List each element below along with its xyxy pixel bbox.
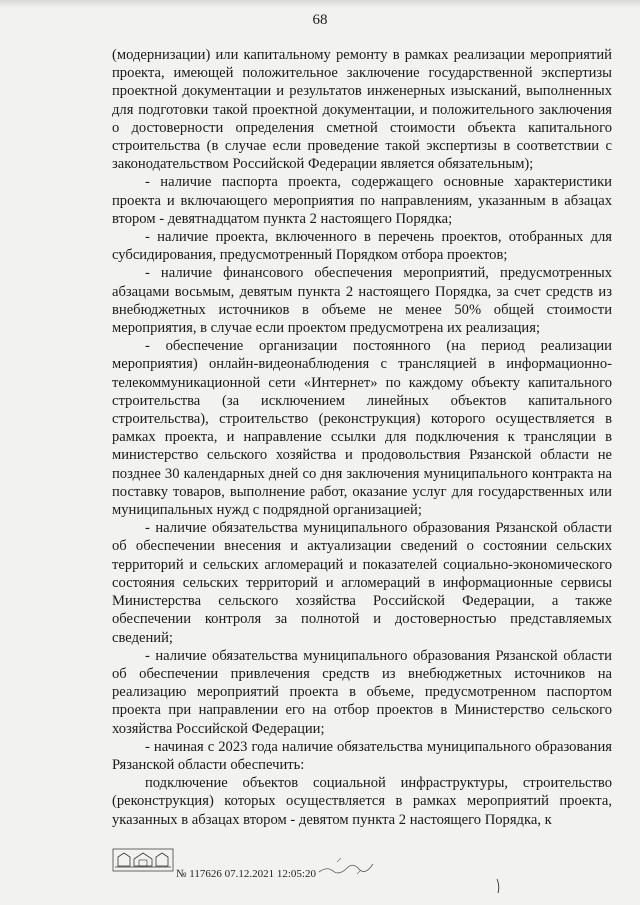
- registry-stamp-icon: [112, 848, 174, 876]
- document-footer: [112, 848, 532, 888]
- paragraph: - начиная с 2023 года наличие обязательства муниципального образования Рязанской области обеспечить:: [112, 738, 612, 773]
- paragraph: - обеспечение организации постоянного (на период реализации мероприятия) онлайн-видеонаблюдения с трансляцией в информационно-телекоммуникационной сети «Интернет» по каждому объекту капитального строительства (за исключением линейных объектов капитального строительства), строительство (реконструкция) которого осуществляется в рамках проекта, и направление ссылки для подключения к трансляции в министерство сельского хозяйства и продовольствия Рязанской области не позднее 30 календарных дней со дня заключения муниципального контракта на поставку товаров, выполнение работ, оказание услуг для государственных или муниципальных нужд с подрядной организацией;: [112, 338, 612, 519]
- scan-edge: [0, 0, 640, 8]
- paragraph: - наличие проекта, включенного в перечень проектов, отобранных для субсидирования, предусмотренный Порядком отбора проектов;: [112, 229, 612, 264]
- paragraph: - наличие паспорта проекта, содержащего основные характеристики проекта и включающего мероприятия по направлениям, указанным в абзацах втором - девятнадцатом пункта 2 настоящего Порядка;: [112, 174, 612, 227]
- document-body: [112, 46, 612, 829]
- pen-mark-icon: [495, 878, 505, 894]
- paragraph: подключение объектов социальной инфраструктуры, строительство (реконструкция) которых осуществляется в рамках мероприятий проекта, указанных в абзацах втором - девятом пункта 2 настоящего Порядка, к: [112, 775, 612, 828]
- paragraph: - наличие обязательства муниципального образования Рязанской области об обеспечении внесения и актуализации сведений о состоянии сельских территорий и сельских агломераций и показателей социально-экономического состояния сельских территорий и агломераций в информационные сервисы Министерства сельского хозяйства Российской Федерации, а также обеспечении контроля за полнотой и достоверностью представляемых сведений;: [112, 520, 612, 646]
- paragraph: - наличие финансового обеспечения мероприятий, предусмотренных абзацами восьмым, девятым пункта 2 настоящего Порядка, за счет средств из внебюджетных источников в объеме не менее 50% общей стоимости мероприятия, в случае если проектом предусмотрена их реализация;: [112, 265, 612, 337]
- handwritten-mark-icon: [317, 856, 377, 878]
- registration-mark: № 117626 07.12.2021 12:05:20: [176, 868, 316, 880]
- paragraph: (модернизации) или капитальному ремонту в рамках реализации мероприятий проекта, имеющей положительное заключение государственной экспертизы проектной документации и результатов инженерных изысканий, выполненных для подготовки такой проектной документации, и положительного заключения о достоверности определения сметной стоимости объекта капитального строительства (в случае если проведение такой экспертизы в соответствии с законодательством Российской Федерации является обязательным);: [112, 47, 612, 173]
- paragraph: - наличие обязательства муниципального образования Рязанской области об обеспечении привлечения средств из внебюджетных источников на реализацию мероприятий проекта в объеме, предусмотренном паспортом проекта при направлении его на отбор проектов в Министерство сельского хозяйства Российской Федерации;: [112, 647, 612, 737]
- page-number: 68: [312, 12, 328, 28]
